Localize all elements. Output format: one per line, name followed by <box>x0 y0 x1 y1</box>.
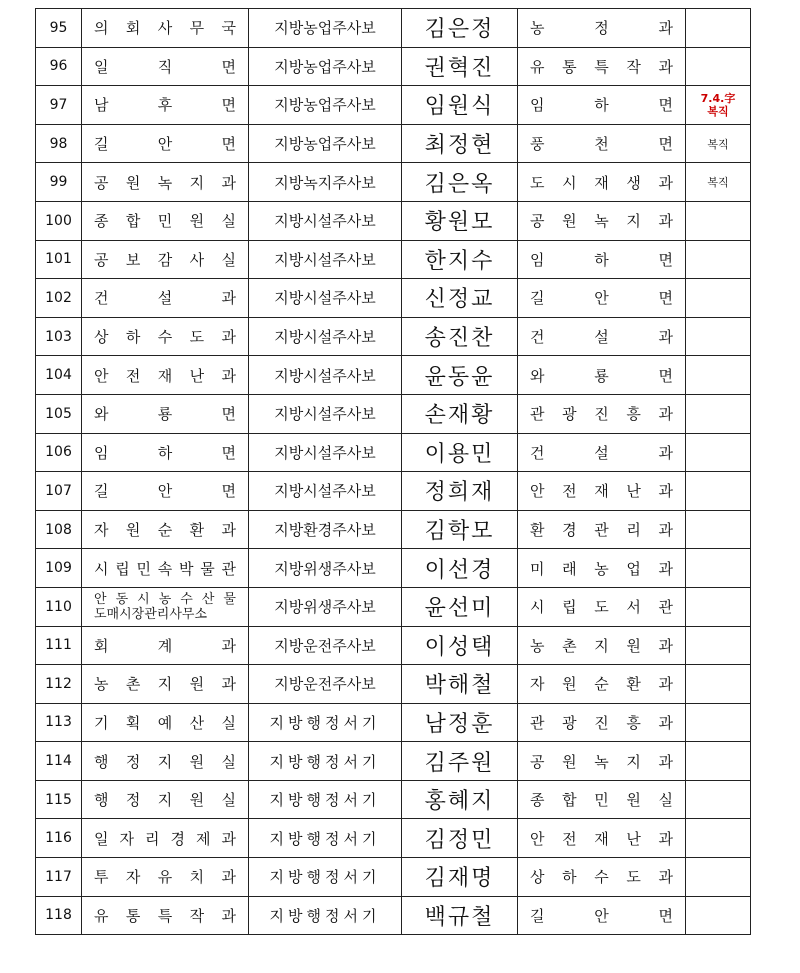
remarks <box>686 163 751 202</box>
current-department-text: 행 정 지 원 실 <box>94 791 236 810</box>
remarks <box>686 549 751 588</box>
new-department-text: 건 설 과 <box>530 328 673 347</box>
table-row <box>36 703 751 742</box>
table-row <box>36 858 751 897</box>
new-department-text: 상 하 수 도 과 <box>530 868 673 887</box>
current-department <box>82 47 249 86</box>
new-department-text: 풍 천 면 <box>530 135 673 154</box>
new-department-text: 미 래 농 업 과 <box>530 559 673 578</box>
new-department <box>518 510 686 549</box>
new-department-text: 임 하 면 <box>530 250 673 269</box>
rank: 지방행정서기 <box>249 896 402 935</box>
table-row <box>36 9 751 48</box>
row-number: 117 <box>36 858 82 897</box>
new-department <box>518 356 686 395</box>
current-department <box>82 819 249 858</box>
rank: 지방시설주사보 <box>249 356 402 395</box>
new-department <box>518 163 686 202</box>
table-row <box>36 356 751 395</box>
table-row <box>36 163 751 202</box>
new-department <box>518 240 686 279</box>
row-number: 113 <box>36 703 82 742</box>
rank: 지방농업주사보 <box>249 86 402 125</box>
remarks <box>686 356 751 395</box>
current-department-line2: 도매시장관리사무소 <box>94 606 208 622</box>
new-department-text: 길 안 면 <box>530 906 673 925</box>
new-department-text: 농 정 과 <box>530 19 673 38</box>
employee-name: 이용민 <box>402 433 518 472</box>
employee-name: 송진찬 <box>402 317 518 356</box>
table-row <box>36 317 751 356</box>
remarks-text: 7.4.字 복직 <box>700 91 736 118</box>
new-department <box>518 703 686 742</box>
new-department <box>518 317 686 356</box>
current-department <box>82 780 249 819</box>
new-department-text: 농 촌 지 원 과 <box>530 636 673 655</box>
employee-name: 박해철 <box>402 665 518 704</box>
employee-name: 김정민 <box>402 819 518 858</box>
row-number: 97 <box>36 86 82 125</box>
employee-name: 황원모 <box>402 201 518 240</box>
current-department <box>82 201 249 240</box>
rank: 지방위생주사보 <box>249 549 402 588</box>
rank: 지방농업주사보 <box>249 124 402 163</box>
employee-name: 남정훈 <box>402 703 518 742</box>
new-department <box>518 201 686 240</box>
remarks <box>686 742 751 781</box>
rank: 지방농업주사보 <box>249 9 402 48</box>
rank: 지방시설주사보 <box>249 433 402 472</box>
current-department <box>82 163 249 202</box>
new-department-text: 도 시 재 생 과 <box>530 173 673 192</box>
current-department-text: 회 계 과 <box>94 636 236 655</box>
new-department-text: 시 립 도 서 관 <box>530 598 673 617</box>
rank: 지방운전주사보 <box>249 626 402 665</box>
current-department-text: 공 원 녹 지 과 <box>94 173 236 192</box>
remarks <box>686 703 751 742</box>
row-number: 112 <box>36 665 82 704</box>
new-department <box>518 86 686 125</box>
current-department-text: 투 자 유 치 과 <box>94 868 236 887</box>
row-number: 103 <box>36 317 82 356</box>
new-department <box>518 279 686 318</box>
current-department-text: 종 합 민 원 실 <box>94 212 236 231</box>
current-department-text: 안 전 재 난 과 <box>94 366 236 385</box>
new-department <box>518 896 686 935</box>
row-number: 99 <box>36 163 82 202</box>
new-department <box>518 819 686 858</box>
new-department <box>518 433 686 472</box>
table-row <box>36 665 751 704</box>
current-department-text: 길 안 면 <box>94 135 236 154</box>
remarks <box>686 626 751 665</box>
employee-name: 김학모 <box>402 510 518 549</box>
table-row <box>36 240 751 279</box>
rank: 지방환경주사보 <box>249 510 402 549</box>
rank: 지방행정서기 <box>249 819 402 858</box>
remarks <box>686 9 751 48</box>
row-number: 104 <box>36 356 82 395</box>
new-department-text: 환 경 관 리 과 <box>530 521 673 540</box>
new-department <box>518 665 686 704</box>
rank: 지방시설주사보 <box>249 472 402 511</box>
current-department <box>82 356 249 395</box>
rank: 지방행정서기 <box>249 858 402 897</box>
table-row <box>36 819 751 858</box>
current-department-text: 농 촌 지 원 과 <box>94 675 236 694</box>
current-department-text: 길 안 면 <box>94 482 236 501</box>
remarks <box>686 433 751 472</box>
current-department <box>82 510 249 549</box>
employee-name: 신정교 <box>402 279 518 318</box>
remarks <box>686 896 751 935</box>
employee-name: 한지수 <box>402 240 518 279</box>
row-number: 107 <box>36 472 82 511</box>
new-department <box>518 394 686 433</box>
current-department <box>82 858 249 897</box>
row-number: 106 <box>36 433 82 472</box>
table-row <box>36 47 751 86</box>
rank: 지방행정서기 <box>249 703 402 742</box>
remarks <box>686 124 751 163</box>
current-department <box>82 86 249 125</box>
row-number: 96 <box>36 47 82 86</box>
table-row <box>36 86 751 125</box>
personnel-table-body <box>36 9 751 935</box>
employee-name: 김은정 <box>402 9 518 48</box>
new-department <box>518 124 686 163</box>
employee-name: 최정현 <box>402 124 518 163</box>
personnel-table <box>35 8 751 935</box>
current-department <box>82 472 249 511</box>
remarks <box>686 472 751 511</box>
current-department-text: 일 자 리 경 제 과 <box>94 829 236 848</box>
rank: 지방녹지주사보 <box>249 163 402 202</box>
new-department-text: 종 합 민 원 실 <box>530 791 673 810</box>
current-department <box>82 549 249 588</box>
new-department <box>518 9 686 48</box>
remarks <box>686 665 751 704</box>
row-number: 95 <box>36 9 82 48</box>
remarks <box>686 858 751 897</box>
row-number: 116 <box>36 819 82 858</box>
table-row <box>36 742 751 781</box>
row-number: 100 <box>36 201 82 240</box>
rank: 지방시설주사보 <box>249 279 402 318</box>
current-department-text: 와 룡 면 <box>94 405 236 424</box>
rank: 지방시설주사보 <box>249 317 402 356</box>
row-number: 105 <box>36 394 82 433</box>
table-row <box>36 472 751 511</box>
remarks <box>686 394 751 433</box>
row-number: 114 <box>36 742 82 781</box>
current-department-text: 공 보 감 사 실 <box>94 250 236 269</box>
table-row <box>36 279 751 318</box>
current-department-text: 기 획 예 산 실 <box>94 713 236 732</box>
table-row <box>36 896 751 935</box>
current-department <box>82 279 249 318</box>
table-row <box>36 587 751 626</box>
remarks-text: 복직 <box>707 137 729 151</box>
row-number: 102 <box>36 279 82 318</box>
current-department-text: 의 회 사 무 국 <box>94 19 236 38</box>
current-department <box>82 433 249 472</box>
current-department-text: 일 직 면 <box>94 57 236 76</box>
remarks <box>686 819 751 858</box>
rank: 지방행정서기 <box>249 742 402 781</box>
employee-name: 이성택 <box>402 626 518 665</box>
current-department-text: 자 원 순 환 과 <box>94 521 236 540</box>
row-number: 110 <box>36 587 82 626</box>
table-row <box>36 201 751 240</box>
table-row <box>36 549 751 588</box>
employee-name: 김주원 <box>402 742 518 781</box>
remarks <box>686 201 751 240</box>
employee-name: 윤동윤 <box>402 356 518 395</box>
rank: 지방위생주사보 <box>249 587 402 626</box>
new-department-text: 와 룡 면 <box>530 366 673 385</box>
current-department <box>82 587 249 626</box>
remarks <box>686 86 751 125</box>
table-row <box>36 510 751 549</box>
current-department-text: 유 통 특 작 과 <box>94 906 236 925</box>
new-department <box>518 742 686 781</box>
new-department-text: 유 통 특 작 과 <box>530 57 673 76</box>
table-row <box>36 433 751 472</box>
row-number: 108 <box>36 510 82 549</box>
employee-name: 김은옥 <box>402 163 518 202</box>
row-number: 111 <box>36 626 82 665</box>
new-department <box>518 472 686 511</box>
new-department-text: 관 광 진 흥 과 <box>530 713 673 732</box>
current-department-text: 남 후 면 <box>94 96 236 115</box>
employee-name: 백규철 <box>402 896 518 935</box>
employee-name: 윤선미 <box>402 587 518 626</box>
employee-name: 손재황 <box>402 394 518 433</box>
employee-name: 김재명 <box>402 858 518 897</box>
rank: 지방시설주사보 <box>249 240 402 279</box>
remarks <box>686 47 751 86</box>
row-number: 118 <box>36 896 82 935</box>
row-number: 101 <box>36 240 82 279</box>
current-department <box>82 240 249 279</box>
current-department <box>82 665 249 704</box>
employee-name: 정희재 <box>402 472 518 511</box>
remarks-text: 복직 <box>707 176 729 190</box>
remarks <box>686 510 751 549</box>
current-department <box>82 626 249 665</box>
table-row <box>36 626 751 665</box>
current-department-text: 행 정 지 원 실 <box>94 752 236 771</box>
rank: 지방농업주사보 <box>249 47 402 86</box>
row-number: 115 <box>36 780 82 819</box>
current-department-text: 상 하 수 도 과 <box>94 328 236 347</box>
remarks <box>686 279 751 318</box>
new-department-text: 관 광 진 흥 과 <box>530 405 673 424</box>
current-department <box>82 703 249 742</box>
employee-name: 이선경 <box>402 549 518 588</box>
new-department <box>518 587 686 626</box>
current-department <box>82 896 249 935</box>
current-department <box>82 394 249 433</box>
new-department-text: 공 원 녹 지 과 <box>530 752 673 771</box>
current-department-text: 시 립 민 속 박 물 관 <box>94 559 236 578</box>
employee-name: 홍혜지 <box>402 780 518 819</box>
current-department-text: 건 설 과 <box>94 289 236 308</box>
current-department <box>82 317 249 356</box>
rank: 지방시설주사보 <box>249 394 402 433</box>
new-department <box>518 47 686 86</box>
remarks <box>686 317 751 356</box>
employee-name: 임원식 <box>402 86 518 125</box>
current-department-line1: 안 동 시 농 수 산 물 <box>94 591 236 607</box>
new-department-text: 자 원 순 환 과 <box>530 675 673 694</box>
table-row <box>36 780 751 819</box>
new-department <box>518 549 686 588</box>
remarks <box>686 587 751 626</box>
row-number: 98 <box>36 124 82 163</box>
remarks <box>686 240 751 279</box>
new-department <box>518 858 686 897</box>
row-number: 109 <box>36 549 82 588</box>
new-department-text: 임 하 면 <box>530 96 673 115</box>
new-department-text: 길 안 면 <box>530 289 673 308</box>
current-department <box>82 9 249 48</box>
new-department-text: 안 전 재 난 과 <box>530 829 673 848</box>
remarks <box>686 780 751 819</box>
new-department <box>518 780 686 819</box>
rank: 지방운전주사보 <box>249 665 402 704</box>
table-row <box>36 124 751 163</box>
rank: 지방행정서기 <box>249 780 402 819</box>
current-department <box>82 742 249 781</box>
current-department <box>82 124 249 163</box>
new-department-text: 공 원 녹 지 과 <box>530 212 673 231</box>
new-department-text: 안 전 재 난 과 <box>530 482 673 501</box>
current-department-text: 임 하 면 <box>94 443 236 462</box>
employee-name: 권혁진 <box>402 47 518 86</box>
new-department-text: 건 설 과 <box>530 443 673 462</box>
new-department <box>518 626 686 665</box>
table-row <box>36 394 751 433</box>
rank: 지방시설주사보 <box>249 201 402 240</box>
